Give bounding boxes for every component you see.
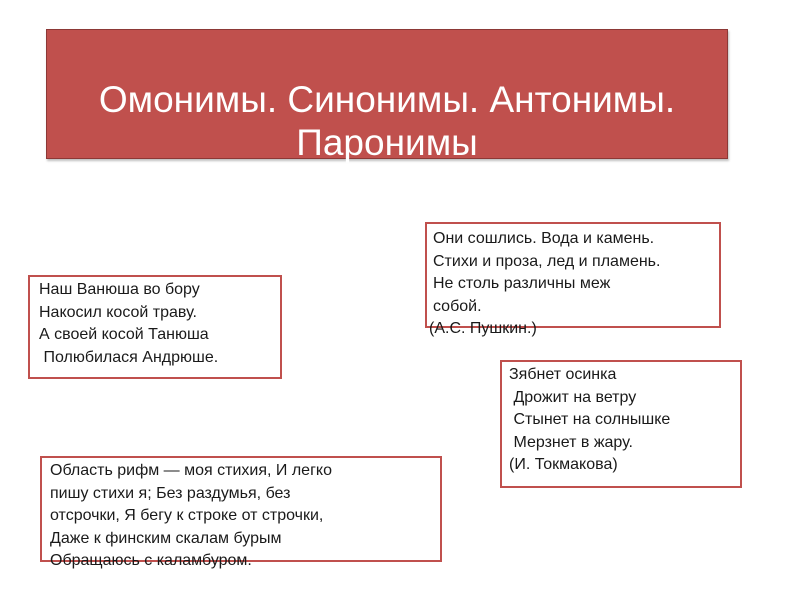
poem-line: Зябнет осинка [509,366,617,383]
poem-line: пишу стихи я; Без раздумья, без [50,484,291,502]
poem-line: Накосил косой траву. [39,303,197,321]
poem-line: Область рифм — моя стихия, И легко [50,462,332,479]
poem-line: Обращаюсь с каламбуром. [50,552,252,569]
poem-box-rhymes [40,456,442,569]
poem-line: А своей косой Танюша [39,326,209,343]
poem-line: Полюбилася Андрюше. [39,348,219,366]
poem-line: собой. [433,297,482,315]
poem-box-tokmakova [500,360,742,488]
poem-line: Наш Ванюша во бору [39,281,200,298]
slide-title: Омонимы. Синонимы. Антонимы. Паронимы [98,79,676,163]
poem-line: Они сошлись. Вода и камень. [433,230,655,247]
poem-line: Мерзнет в жару. [509,433,633,451]
poem-box-vanyusha [28,275,282,379]
poem-line: Стынет на солнышке [509,411,671,428]
poem-line: Даже к финским скалам бурым [50,529,282,547]
poem-line: Дрожит на ветру [509,388,637,406]
poem-box-pushkin [425,222,721,337]
poem-attribution: (И. Токмакова) [509,456,618,473]
poem-line: Не столь различны меж [433,275,611,292]
poem-line: Стихи и проза, лед и пламень. [433,252,661,270]
poem-attribution: (А.С. Пушкин.) [429,320,537,337]
title-banner [46,29,728,163]
poem-line: отсрочки, Я бегу к строке от строчки, [50,507,324,524]
